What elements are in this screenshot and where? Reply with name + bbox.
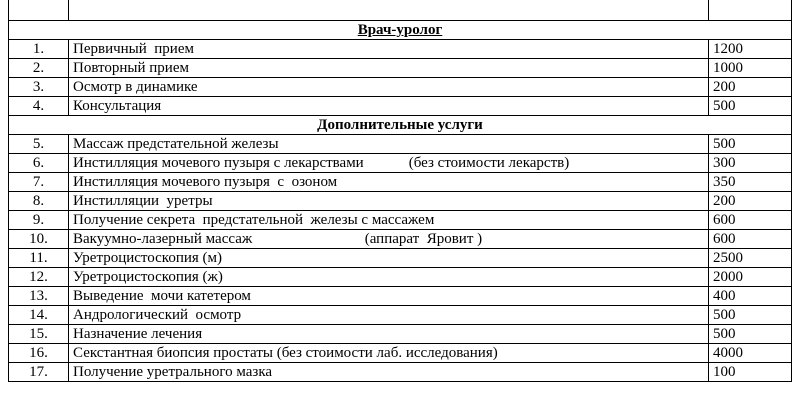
header-name-cell <box>69 0 709 21</box>
service-price: 500 <box>709 306 792 325</box>
service-name: Инстилляция мочевого пузыря с лекарствами (без стоимости лекарств) <box>69 154 709 173</box>
row-number: 11. <box>9 249 69 268</box>
table-row <box>9 40 792 59</box>
table-row <box>9 135 792 154</box>
row-number: 10. <box>9 230 69 249</box>
service-name: Вакуумно-лазерный массаж (аппарат Яровит ) <box>69 230 709 249</box>
table-header-row <box>9 0 792 21</box>
row-number: 8. <box>9 192 69 211</box>
table-row <box>9 268 792 287</box>
service-price: 500 <box>709 325 792 344</box>
service-price: 400 <box>709 287 792 306</box>
row-number: 16. <box>9 344 69 363</box>
service-name: Осмотр в динамике <box>69 78 709 97</box>
header-num-cell <box>9 0 69 21</box>
section-header-row <box>9 21 792 40</box>
row-number: 1. <box>9 40 69 59</box>
service-name: Инстилляция мочевого пузыря с озоном <box>69 173 709 192</box>
row-number: 7. <box>9 173 69 192</box>
table-row <box>9 192 792 211</box>
service-price: 200 <box>709 192 792 211</box>
table-row <box>9 211 792 230</box>
service-name: Повторный прием <box>69 59 709 78</box>
price-list-body <box>9 0 792 382</box>
table-row <box>9 59 792 78</box>
service-name: Уретроцистоскопия (ж) <box>69 268 709 287</box>
table-row <box>9 154 792 173</box>
service-price: 600 <box>709 211 792 230</box>
service-name: Массаж предстательной железы <box>69 135 709 154</box>
service-price: 300 <box>709 154 792 173</box>
service-name: Консультация <box>69 97 709 116</box>
row-number: 6. <box>9 154 69 173</box>
service-price: 350 <box>709 173 792 192</box>
service-price: 4000 <box>709 344 792 363</box>
table-row <box>9 306 792 325</box>
table-row <box>9 363 792 382</box>
row-number: 15. <box>9 325 69 344</box>
service-price: 600 <box>709 230 792 249</box>
table-row <box>9 97 792 116</box>
service-name: Получение секрета предстательной железы с массажем <box>69 211 709 230</box>
row-number: 5. <box>9 135 69 154</box>
service-name: Первичный прием <box>69 40 709 59</box>
section-header-row <box>9 116 792 135</box>
row-number: 17. <box>9 363 69 382</box>
table-row <box>9 249 792 268</box>
row-number: 14. <box>9 306 69 325</box>
table-row <box>9 230 792 249</box>
service-name: Андрологический осмотр <box>69 306 709 325</box>
row-number: 4. <box>9 97 69 116</box>
row-number: 3. <box>9 78 69 97</box>
service-price: 100 <box>709 363 792 382</box>
service-name: Инстилляции уретры <box>69 192 709 211</box>
header-price-cell <box>709 0 792 21</box>
service-price: 1200 <box>709 40 792 59</box>
service-name: Выведение мочи катетером <box>69 287 709 306</box>
service-price: 500 <box>709 97 792 116</box>
table-row <box>9 78 792 97</box>
table-row <box>9 325 792 344</box>
row-number: 13. <box>9 287 69 306</box>
row-number: 2. <box>9 59 69 78</box>
service-name: Назначение лечения <box>69 325 709 344</box>
service-price: 1000 <box>709 59 792 78</box>
table-row <box>9 287 792 306</box>
section-title: Врач-уролог <box>9 21 792 40</box>
service-price: 2000 <box>709 268 792 287</box>
service-price: 2500 <box>709 249 792 268</box>
service-name: Секстантная биопсия простаты (без стоимости лаб. исследования) <box>69 344 709 363</box>
row-number: 12. <box>9 268 69 287</box>
price-list-table <box>8 0 792 382</box>
service-price: 200 <box>709 78 792 97</box>
service-name: Уретроцистоскопия (м) <box>69 249 709 268</box>
section-title: Дополнительные услуги <box>9 116 792 135</box>
service-name: Получение уретрального мазка <box>69 363 709 382</box>
table-row <box>9 344 792 363</box>
row-number: 9. <box>9 211 69 230</box>
service-price: 500 <box>709 135 792 154</box>
table-row <box>9 173 792 192</box>
